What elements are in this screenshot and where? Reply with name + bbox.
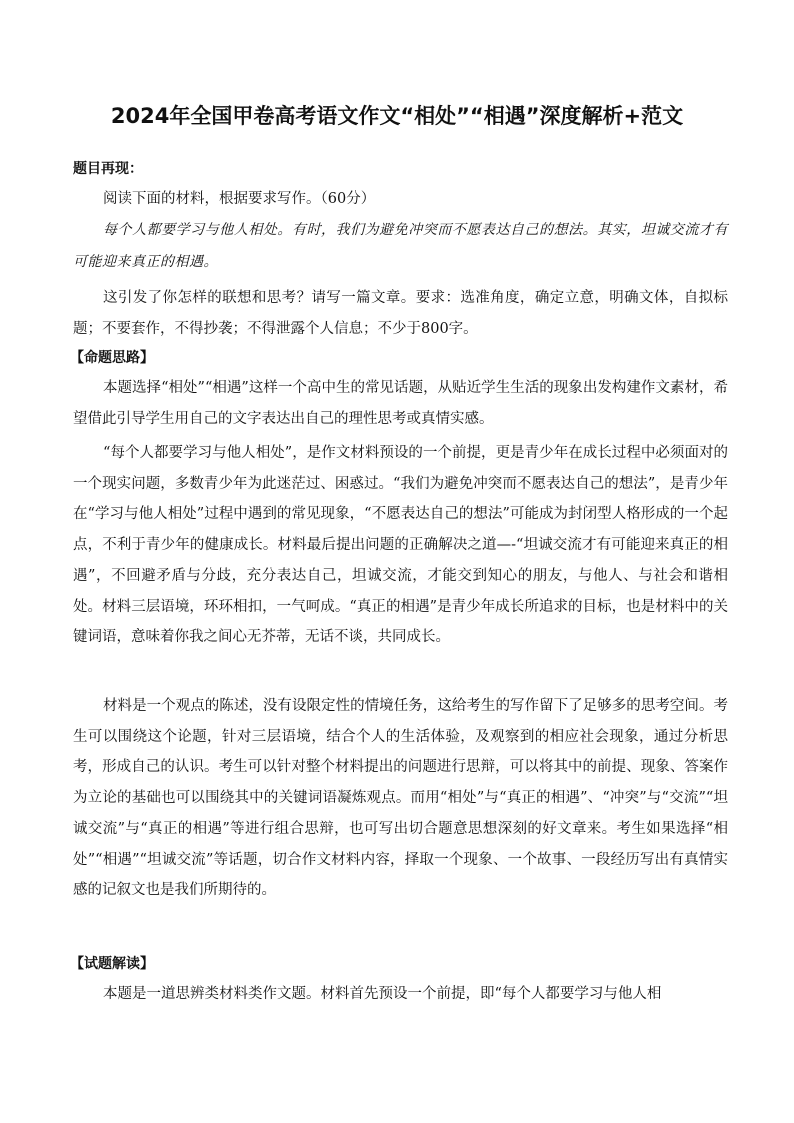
thinking-paragraph-3: 材料是一个观点的陈述，没有设限定性的情境任务，这给考生的写作留下了足够多的思考空间。考生可以围绕这个论题，针对三层语境，结合个人的生活体验，及观察到的相应社会现象，通过分析思考，形成自己的认识。考生可以针对整个材料提出的问题进行思辩，可以将其中的前提、现象、答案作为立论的基础也可以围绕其中的关键词语凝炼观点。而用“相处”与“真正的相遇”、“冲突”与“交流”“坦诚交流”与“真正的相遇”等进行组合思辩，也可写出切合题意思想深刻的好文章来。考生如果选择“相处”“相遇”“坦诚交流”等话题，切合作文材料内容，择取一个现象、一个故事、一段经历写出有真情实感的记叙文也是我们所期待的。 [73, 698, 728, 899]
thinking-paragraph-1: 本题选择“相处”“相遇”这样一个高中生的常见话题，从贴近学生生活的现象出发构建作文素材，希望借此引导学生用自己的文字表达出自己的理性思考或真情实感。 [73, 380, 728, 427]
thinking-paragraph-2: “每个人都要学习与他人相处”，是作文材料预设的一个前提，更是青少年在成长过程中必须面对的一个现实问题，多数青少年为此迷茫过、困惑过。“我们为避免冲突而不愿表达自己的想法”，是青少年在“学习与他人相处”过程中遇到的常见现象，“不愿表达自己的想法”可能成为封闭型人格形成的一个起点，不利于青少年的健康成长。材料最后提出问题的正确解决之道—-“坦诚交流才有可能迎来真正的相遇”，不回避矛盾与分歧，充分表达自己，坦诚交流，才能交到知心的朋友，与他人、与社会和谐相处。材料三层语境，环环相扣，一气呵成。“真正的相遇”是青少年成长所追求的目标，也是材料中的关键词语，意味着你我之间心无芥蒂，无话不谈，共同成长。 [73, 445, 728, 646]
interpret-heading: 【试题解读】 [70, 956, 154, 972]
problem-heading: 题目再现： [73, 161, 143, 177]
interpret-paragraph-1: 本题是一道思辨类材料类作文题。材料首先预设一个前提，即“每个人都要学习与他人相 [103, 986, 662, 1002]
instruction-paragraph: 阅读下面的材料，根据要求写作。（60分） [103, 191, 376, 207]
requirement-paragraph: 这引发了你怎样的联想和思考？请写一篇文章。要求：选准角度，确定立意，明确文体，自拟标题；不要套作，不得抄袭；不得泄露个人信息；不少于800字。 [73, 290, 728, 337]
document-title: 2024年全国甲卷高考语文作文“相处”“相遇”深度解析+范文 [110, 104, 684, 128]
thinking-heading: 【命题思路】 [70, 350, 154, 366]
material-quote: 每个人都要学习与他人相处。有时，我们为避免冲突而不愿表达自己的想法。其实，坦诚交流才有可能迎来真正的相遇。 [73, 222, 728, 270]
